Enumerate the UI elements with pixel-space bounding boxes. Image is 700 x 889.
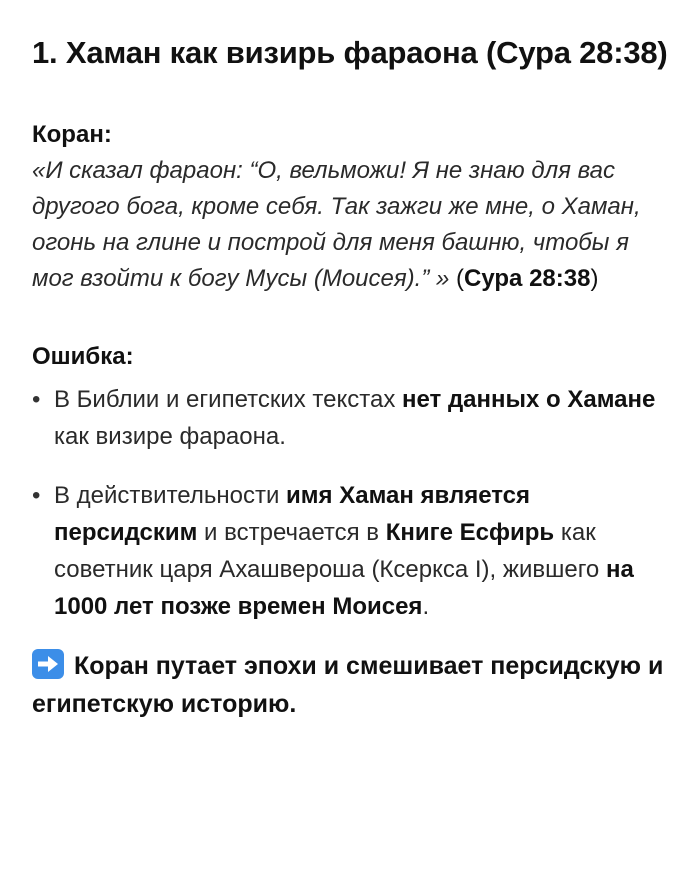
error-label: Ошибка: [32, 343, 134, 370]
sura-reference: Сура 28:38 [464, 265, 591, 292]
conclusion-text: Коран путает эпохи и смешивает персидскую и египетскую историю. [32, 652, 664, 718]
point-text: и встречается в [197, 519, 386, 546]
point-bold: на 1000 лет позже времен Моисея [54, 556, 634, 620]
right-arrow-icon [32, 649, 64, 679]
quote-text: «И сказал фараон: “О, вельможи! Я не знаю для вас другого бога, кроме себя. Так зажги же мне, о Хаман, огонь на глине и построй для меня башню, чтобы я мог взойти к богу Мусы (Моисея).” » [32, 157, 641, 292]
error-points-list [32, 381, 672, 625]
quran-label: Коран: [32, 121, 112, 148]
ref-close: ) [590, 265, 599, 292]
bullet-icon: • [32, 386, 41, 413]
conclusion [32, 647, 672, 723]
page-title: 1. Хаман как визирь фараона (Сура 28:38) [32, 35, 668, 70]
bullet-icon: • [32, 482, 41, 509]
point-bold: Книге Есфирь [385, 519, 555, 546]
error-section [32, 339, 672, 625]
quran-section [32, 117, 672, 297]
point-text: . [422, 593, 430, 620]
list-item [32, 381, 672, 455]
point-text: В Библии и египетских текстах [54, 386, 402, 413]
quran-quote [32, 153, 672, 297]
point-bold: нет данных о Хамане [402, 386, 656, 413]
point-text: как визире фараона. [54, 423, 286, 450]
point-text: В действительности [54, 482, 287, 509]
ref-open: ( [449, 265, 465, 292]
list-item [32, 477, 672, 625]
point-bold: имя Хаман является персидским [54, 482, 531, 546]
point-text: как советник царя Ахашвероша (Ксеркса I), жившего [54, 519, 606, 583]
